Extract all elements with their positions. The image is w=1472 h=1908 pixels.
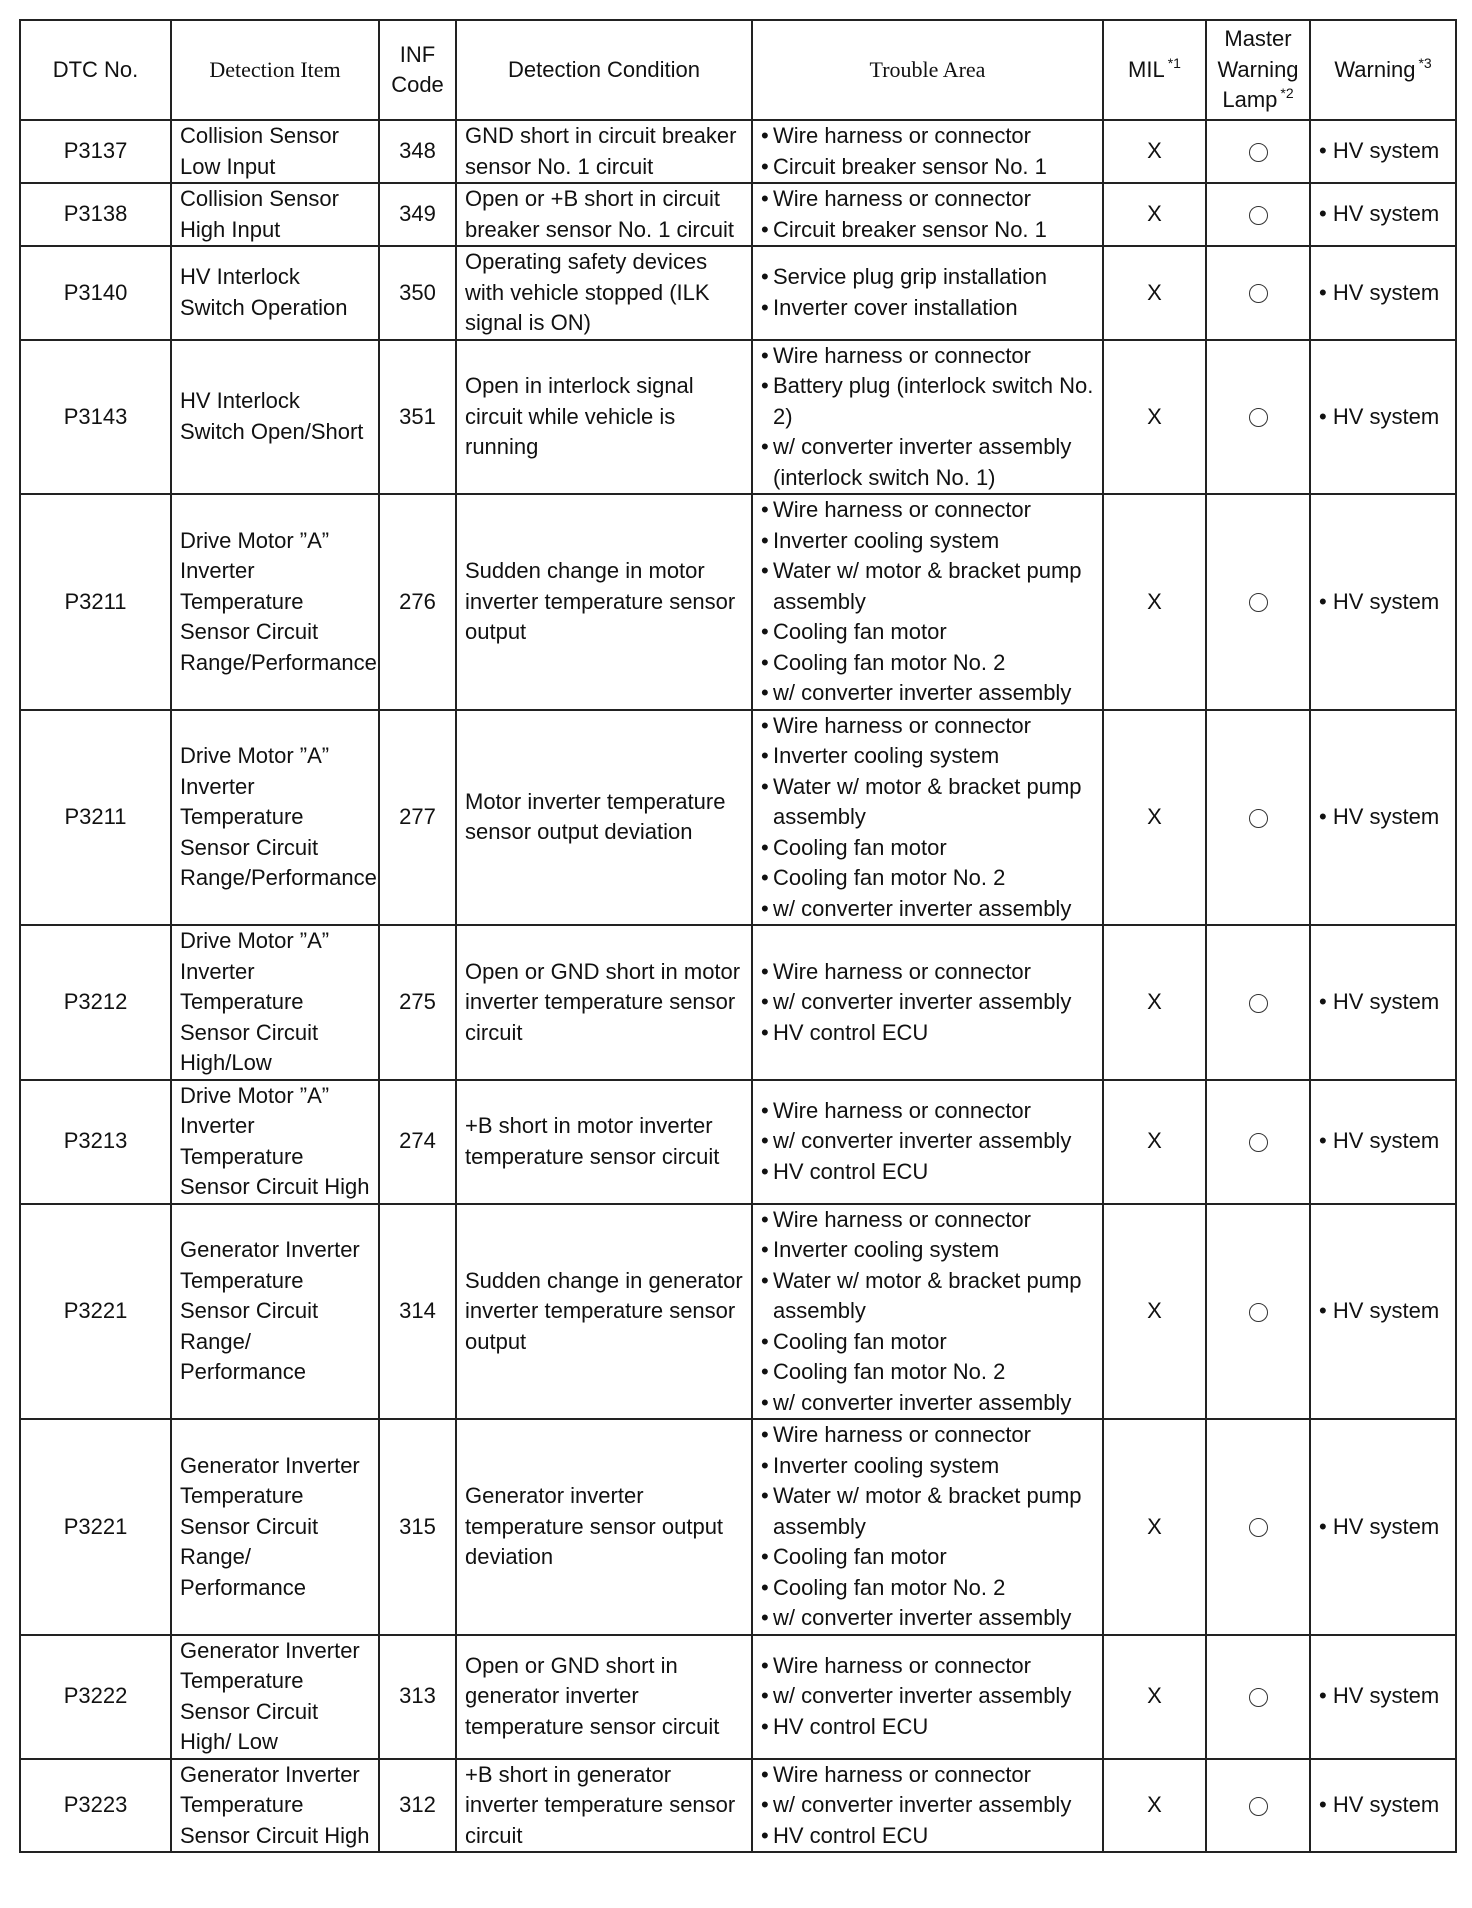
warning-text: • HV system: [1319, 1128, 1440, 1154]
trouble-area-item: • HV control ECU: [761, 1821, 1094, 1852]
inf-code: 349: [399, 201, 436, 227]
warning-cell: [1310, 1204, 1456, 1420]
trouble-area-list: [761, 121, 1094, 182]
detection-condition: Sudden change in generator inverter temperature sensor output: [465, 1267, 743, 1354]
inf-code-cell: [379, 494, 456, 710]
dtc-code-cell: [20, 1204, 171, 1420]
table-row: [20, 120, 1456, 183]
warning-text: • HV system: [1319, 1513, 1440, 1539]
inf-code-cell: [379, 246, 456, 340]
mil-mark: X: [1147, 804, 1162, 829]
circle-icon: [1249, 143, 1268, 162]
trouble-area-item: • w/ converter inverter assembly: [761, 1790, 1094, 1821]
mil-mark: X: [1147, 588, 1162, 614]
warning-cell: [1310, 340, 1456, 495]
trouble-area-item: • Cooling fan motor: [761, 1542, 1094, 1573]
dtc-code: P3221: [63, 1513, 128, 1539]
mil-cell: [1103, 1080, 1206, 1204]
header-trouble-area: Trouble Area: [752, 20, 1103, 120]
detection-item: Drive Motor ”A” Inverter Temperature Sensor Circuit Range/Performance: [180, 527, 377, 675]
inf-code: 350: [399, 279, 436, 305]
trouble-area-cell: [752, 925, 1103, 1080]
detection-item: Generator Inverter Temperature Sensor Circuit Range/ Performance: [180, 1237, 360, 1384]
warning-text: • HV system: [1319, 1298, 1440, 1323]
mil-cell: [1103, 925, 1206, 1080]
detection-condition: GND short in circuit breaker sensor No. 1 circuit: [465, 123, 737, 179]
trouble-area-cell: [752, 1204, 1103, 1420]
trouble-area-item: • w/ converter inverter assembly: [761, 1681, 1094, 1712]
trouble-area-item: • HV control ECU: [761, 1018, 1094, 1049]
dtc-code: P3143: [63, 403, 128, 429]
circle-icon: [1249, 206, 1268, 225]
dtc-code: P3221: [63, 1298, 128, 1323]
trouble-area-item: • HV control ECU: [761, 1157, 1094, 1188]
trouble-area-item: • Circuit breaker sensor No. 1: [761, 152, 1094, 183]
detection-item-cell: [171, 340, 379, 495]
dtc-code-cell: [20, 925, 171, 1080]
trouble-area-item: • w/ converter inverter assembly: [761, 1388, 1094, 1419]
trouble-area-item: • Cooling fan motor: [761, 1327, 1094, 1358]
mil-cell: [1103, 710, 1206, 926]
trouble-area-item: • Wire harness or connector: [761, 711, 1094, 742]
detection-condition: Operating safety devices with vehicle stopped (ILK signal is ON): [465, 249, 710, 335]
master-warning-lamp-cell: [1206, 1204, 1310, 1420]
circle-icon: [1249, 809, 1268, 828]
trouble-area-item: • Wire harness or connector: [761, 957, 1094, 988]
trouble-area-item: • w/ converter inverter assembly: [761, 987, 1094, 1018]
trouble-area-list: [761, 262, 1094, 323]
inf-code-cell: [379, 183, 456, 246]
mil-mark: X: [1147, 1792, 1162, 1817]
trouble-area-item: • Wire harness or connector: [761, 1651, 1094, 1682]
circle-icon: [1249, 284, 1268, 303]
table-row: [20, 1635, 1456, 1759]
detection-item-cell: [171, 120, 379, 183]
header-master-warning-lamp: Master Warning Lamp $^{*2}$: [1206, 20, 1310, 120]
trouble-area-cell: [752, 340, 1103, 495]
inf-code-cell: [379, 120, 456, 183]
trouble-area-list: [761, 957, 1094, 1049]
circle-icon: [1249, 1518, 1268, 1537]
trouble-area-item: • Inverter cooling system: [761, 1451, 1094, 1482]
circle-icon: [1249, 1133, 1268, 1152]
detection-item-cell: [171, 1204, 379, 1420]
mwl-footnote: *2: [1280, 85, 1294, 102]
trouble-area-cell: [752, 246, 1103, 340]
master-warning-lamp-cell: [1206, 1080, 1310, 1204]
trouble-area-item: • Inverter cooling system: [761, 741, 1094, 772]
warning-cell: [1310, 1759, 1456, 1853]
header-dtc-no: DTC No.: [20, 20, 171, 120]
dtc-code: P3212: [63, 989, 128, 1014]
table-row: [20, 246, 1456, 340]
header-detection-condition: Detection Condition: [456, 20, 752, 120]
dtc-code-cell: [20, 1635, 171, 1759]
inf-code: 275: [399, 989, 436, 1014]
detection-condition-cell: [456, 183, 752, 246]
table-row: [20, 1080, 1456, 1204]
table-row: [20, 1419, 1456, 1635]
trouble-area-item: • Water w/ motor & bracket pump assembly: [761, 1481, 1094, 1542]
detection-condition-cell: [456, 120, 752, 183]
mil-cell: [1103, 1635, 1206, 1759]
trouble-area-item: • Water w/ motor & bracket pump assembly: [761, 772, 1094, 833]
mil-mark: X: [1147, 138, 1162, 164]
inf-code: 277: [399, 804, 436, 829]
detection-condition: +B short in generator inverter temperature sensor circuit: [465, 1761, 736, 1848]
master-warning-lamp-cell: [1206, 710, 1310, 926]
circle-icon: [1249, 593, 1268, 612]
detection-item-cell: [171, 1080, 379, 1204]
circle-icon: [1249, 994, 1268, 1013]
trouble-area-item: • Wire harness or connector: [761, 1760, 1094, 1791]
table-row: [20, 710, 1456, 926]
warning-cell: [1310, 710, 1456, 926]
trouble-area-item: • Wire harness or connector: [761, 1420, 1094, 1451]
inf-code-cell: [379, 1419, 456, 1635]
trouble-area-item: • Cooling fan motor: [761, 617, 1094, 648]
trouble-area-item: • Wire harness or connector: [761, 495, 1094, 526]
trouble-area-list: [761, 341, 1094, 494]
detection-item: Drive Motor ”A” Inverter Temperature Sensor Circuit High/Low: [180, 928, 330, 1075]
trouble-area-item: • Inverter cover installation: [761, 293, 1094, 324]
inf-code: 348: [399, 138, 436, 164]
header-mil: MIL $^{*1}$: [1103, 20, 1206, 120]
detection-item: Collision Sensor Low Input: [180, 123, 339, 179]
trouble-area-cell: [752, 494, 1103, 710]
inf-code: 274: [399, 1128, 436, 1154]
detection-condition: Motor inverter temperature sensor output deviation: [465, 788, 726, 845]
trouble-area-cell: [752, 183, 1103, 246]
circle-icon: [1249, 1303, 1268, 1322]
detection-item: HV Interlock Switch Open/Short: [180, 388, 364, 444]
mil-cell: [1103, 120, 1206, 183]
header-inf-code: INF Code: [379, 20, 456, 120]
warning-text: • HV system: [1319, 201, 1440, 227]
inf-code: 312: [399, 1792, 436, 1817]
dtc-code: P3140: [63, 279, 128, 305]
trouble-area-item: • Inverter cooling system: [761, 526, 1094, 557]
mil-mark: X: [1147, 1128, 1162, 1154]
master-warning-lamp-cell: [1206, 925, 1310, 1080]
master-warning-lamp-cell: [1206, 246, 1310, 340]
trouble-area-item: • Cooling fan motor No. 2: [761, 648, 1094, 679]
trouble-area-cell: [752, 1419, 1103, 1635]
detection-item-cell: [171, 246, 379, 340]
detection-condition-cell: [456, 1419, 752, 1635]
trouble-area-list: [761, 1096, 1094, 1188]
detection-condition: Open or GND short in motor inverter temperature sensor circuit: [465, 958, 741, 1045]
detection-item: Generator Inverter Temperature Sensor Circuit High: [180, 1761, 370, 1848]
trouble-area-item: • Cooling fan motor No. 2: [761, 1573, 1094, 1604]
detection-condition-cell: [456, 246, 752, 340]
dtc-code-cell: [20, 1419, 171, 1635]
detection-condition-cell: [456, 925, 752, 1080]
inf-code-cell: [379, 340, 456, 495]
table-row: [20, 340, 1456, 495]
detection-item-cell: [171, 494, 379, 710]
trouble-area-list: [761, 495, 1094, 709]
inf-code-cell: [379, 925, 456, 1080]
table-row: [20, 925, 1456, 1080]
master-warning-lamp-cell: [1206, 1759, 1310, 1853]
detection-condition: +B short in motor inverter temperature sensor circuit: [465, 1113, 720, 1169]
dtc-code: P3138: [63, 201, 128, 227]
trouble-area-cell: [752, 1635, 1103, 1759]
warning-cell: [1310, 925, 1456, 1080]
trouble-area-item: • w/ converter inverter assembly (interlock switch No. 1): [761, 432, 1094, 493]
master-warning-lamp-cell: [1206, 1635, 1310, 1759]
detection-item-cell: [171, 183, 379, 246]
warning-footnote: *3: [1418, 54, 1432, 71]
trouble-area-list: [761, 1420, 1094, 1634]
dtc-code-cell: [20, 120, 171, 183]
mil-mark: X: [1147, 279, 1162, 305]
master-warning-lamp-cell: [1206, 494, 1310, 710]
table-row: [20, 1204, 1456, 1420]
dtc-code-cell: [20, 246, 171, 340]
warning-text: • HV system: [1319, 138, 1440, 164]
detection-condition-cell: [456, 1204, 752, 1420]
trouble-area-item: • Water w/ motor & bracket pump assembly: [761, 1266, 1094, 1327]
mil-cell: [1103, 1419, 1206, 1635]
dtc-code: P3211: [64, 588, 127, 614]
circle-icon: [1249, 1688, 1268, 1707]
warning-text: • HV system: [1319, 1792, 1440, 1817]
trouble-area-list: [761, 1760, 1094, 1852]
trouble-area-item: • Inverter cooling system: [761, 1235, 1094, 1266]
detection-condition: Open in interlock signal circuit while vehicle is running: [465, 373, 694, 459]
inf-code-cell: [379, 710, 456, 926]
dtc-table-body: [20, 120, 1456, 1852]
trouble-area-item: • Cooling fan motor: [761, 833, 1094, 864]
detection-condition: Sudden change in motor inverter temperature sensor output: [465, 558, 736, 644]
dtc-code: P3223: [63, 1792, 128, 1817]
master-warning-lamp-cell: [1206, 1419, 1310, 1635]
warning-cell: [1310, 1419, 1456, 1635]
warning-text: • HV system: [1319, 804, 1440, 829]
detection-item: Generator Inverter Temperature Sensor Circuit High/ Low: [180, 1637, 360, 1754]
warning-cell: [1310, 183, 1456, 246]
warning-text: • HV system: [1319, 279, 1440, 305]
mil-cell: [1103, 494, 1206, 710]
trouble-area-item: • Water w/ motor & bracket pump assembly: [761, 556, 1094, 617]
detection-item: HV Interlock Switch Operation: [180, 264, 348, 320]
warning-text: • HV system: [1319, 1683, 1440, 1709]
table-row: [20, 183, 1456, 246]
warning-text: • HV system: [1319, 588, 1440, 614]
detection-condition: Open or GND short in generator inverter temperature sensor circuit: [465, 1652, 720, 1739]
mil-mark: X: [1147, 1298, 1162, 1323]
warning-cell: [1310, 494, 1456, 710]
inf-code-cell: [379, 1080, 456, 1204]
mil-mark: X: [1147, 989, 1162, 1014]
detection-condition-cell: [456, 1635, 752, 1759]
trouble-area-cell: [752, 710, 1103, 926]
detection-item-cell: [171, 1635, 379, 1759]
dtc-table: [19, 19, 1457, 1853]
dtc-code: P3137: [63, 138, 128, 164]
detection-item: Drive Motor ”A” Inverter Temperature Sensor Circuit Range/Performance: [180, 743, 377, 890]
inf-code: 313: [399, 1683, 436, 1709]
circle-icon: [1249, 408, 1268, 427]
trouble-area-list: [761, 184, 1094, 245]
inf-code: 351: [399, 403, 436, 429]
warning-cell: [1310, 1635, 1456, 1759]
warning-cell: [1310, 1080, 1456, 1204]
dtc-code-cell: [20, 183, 171, 246]
master-warning-lamp-cell: [1206, 120, 1310, 183]
trouble-area-item: • HV control ECU: [761, 1712, 1094, 1743]
table-row: [20, 494, 1456, 710]
inf-code-cell: [379, 1635, 456, 1759]
trouble-area-item: • Circuit breaker sensor No. 1: [761, 215, 1094, 246]
dtc-code: P3213: [63, 1128, 128, 1154]
trouble-area-item: • Wire harness or connector: [761, 121, 1094, 152]
detection-item-cell: [171, 925, 379, 1080]
inf-code-cell: [379, 1204, 456, 1420]
trouble-area-cell: [752, 1080, 1103, 1204]
mil-cell: [1103, 1204, 1206, 1420]
table-row: [20, 1759, 1456, 1853]
mil-cell: [1103, 1759, 1206, 1853]
trouble-area-item: • Wire harness or connector: [761, 1096, 1094, 1127]
detection-item-cell: [171, 1419, 379, 1635]
dtc-code: P3211: [64, 804, 127, 829]
detection-condition: Generator inverter temperature sensor output deviation: [465, 1483, 724, 1569]
master-warning-lamp-cell: [1206, 183, 1310, 246]
warning-text: • HV system: [1319, 989, 1440, 1014]
warning-cell: [1310, 246, 1456, 340]
dtc-code-cell: [20, 494, 171, 710]
detection-condition-cell: [456, 494, 752, 710]
circle-icon: [1249, 1797, 1268, 1816]
detection-item: Drive Motor ”A” Inverter Temperature Sensor Circuit High: [180, 1082, 370, 1199]
warning-cell: [1310, 120, 1456, 183]
inf-code-cell: [379, 1759, 456, 1853]
warning-text: • HV system: [1319, 403, 1440, 429]
trouble-area-list: [761, 1205, 1094, 1419]
master-warning-lamp-cell: [1206, 340, 1310, 495]
dtc-code-cell: [20, 1080, 171, 1204]
mil-mark: X: [1147, 201, 1162, 227]
dtc-code-cell: [20, 710, 171, 926]
trouble-area-item: • Cooling fan motor No. 2: [761, 1357, 1094, 1388]
detection-item: Collision Sensor High Input: [180, 186, 339, 242]
detection-item: Generator Inverter Temperature Sensor Circuit Range/ Performance: [180, 1452, 360, 1600]
detection-condition-cell: [456, 1759, 752, 1853]
mil-cell: [1103, 340, 1206, 495]
mil-mark: X: [1147, 1513, 1162, 1539]
trouble-area-item: • Battery plug (interlock switch No. 2): [761, 371, 1094, 432]
inf-code: 314: [399, 1298, 436, 1323]
trouble-area-item: • Cooling fan motor No. 2: [761, 863, 1094, 894]
header-detection-item: Detection Item: [171, 20, 379, 120]
mil-footnote: *1: [1167, 54, 1181, 71]
inf-code: 276: [399, 588, 436, 614]
mil-cell: [1103, 183, 1206, 246]
trouble-area-item: • Wire harness or connector: [761, 341, 1094, 372]
trouble-area-cell: [752, 1759, 1103, 1853]
mil-cell: [1103, 246, 1206, 340]
trouble-area-item: • Wire harness or connector: [761, 1205, 1094, 1236]
trouble-area-list: [761, 1651, 1094, 1743]
trouble-area-item: • w/ converter inverter assembly: [761, 678, 1094, 709]
detection-condition-cell: [456, 340, 752, 495]
trouble-area-item: • Service plug grip installation: [761, 262, 1094, 293]
detection-item-cell: [171, 1759, 379, 1853]
trouble-area-item: • w/ converter inverter assembly: [761, 1603, 1094, 1634]
dtc-code-cell: [20, 1759, 171, 1853]
trouble-area-item: • Wire harness or connector: [761, 184, 1094, 215]
detection-item-cell: [171, 710, 379, 926]
trouble-area-item: • w/ converter inverter assembly: [761, 1126, 1094, 1157]
header-warning: Warning $^{*3}$: [1310, 20, 1456, 120]
dtc-code: P3222: [63, 1683, 128, 1709]
dtc-code-cell: [20, 340, 171, 495]
inf-code: 315: [399, 1513, 436, 1539]
trouble-area-cell: [752, 120, 1103, 183]
trouble-area-item: • w/ converter inverter assembly: [761, 894, 1094, 925]
mil-mark: X: [1147, 403, 1162, 429]
header-row: [20, 20, 1456, 120]
detection-condition-cell: [456, 710, 752, 926]
mil-mark: X: [1147, 1683, 1162, 1709]
detection-condition-cell: [456, 1080, 752, 1204]
detection-condition: Open or +B short in circuit breaker sensor No. 1 circuit: [465, 186, 734, 242]
trouble-area-list: [761, 711, 1094, 925]
